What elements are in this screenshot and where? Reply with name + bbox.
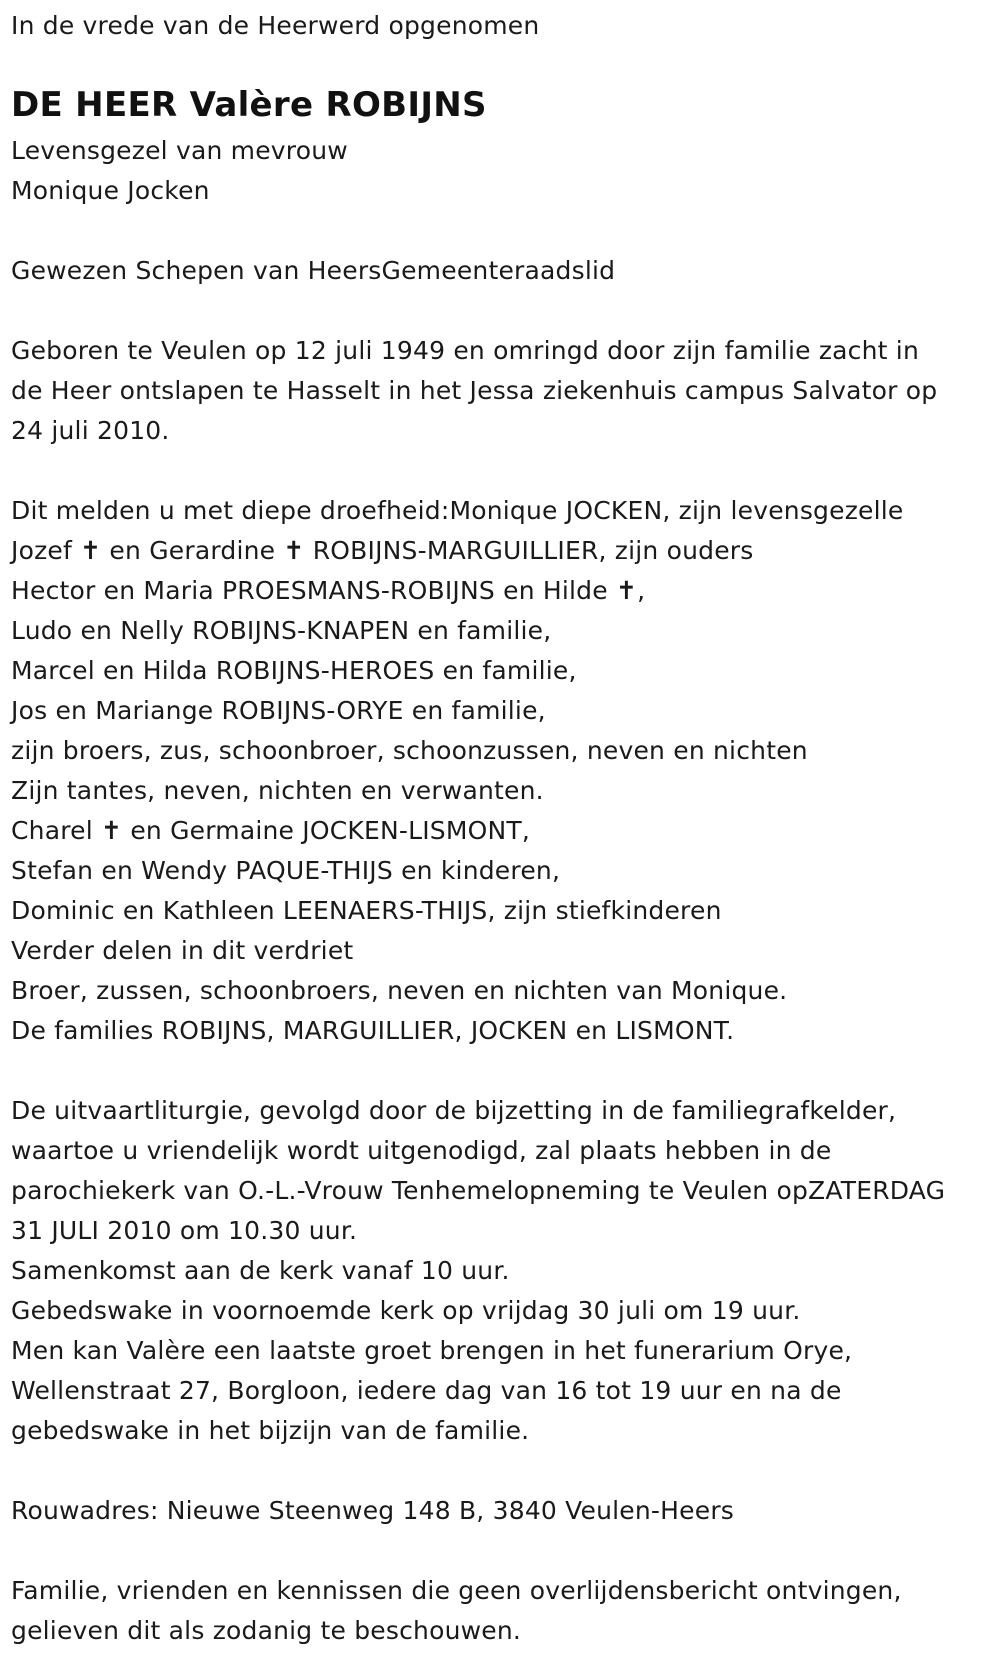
family-line-13: Broer, zussen, schoonbroers, neven en nichten van Monique. <box>11 976 788 1005</box>
family-line-11: Dominic en Kathleen LEENAERS-THIJS, zijn stiefkinderen <box>11 896 722 925</box>
family-line-3 <box>11 571 1000 611</box>
funeral-line-6: Gebedswake in voornoemde kerk op vrijdag 30 juli om 19 uur. <box>11 1296 801 1325</box>
spacer <box>11 211 1000 251</box>
family-line-8: Zijn tantes, neven, nichten en verwanten. <box>11 776 544 805</box>
family-text: Jozef <box>11 536 81 565</box>
funeral-line-7: Men kan Valère een laatste groet brengen in het funerarium Orye, <box>11 1336 853 1365</box>
funeral-line-9: gebedswake in het bijzijn van de familie. <box>11 1416 530 1445</box>
spacer <box>11 1531 1000 1571</box>
spacer <box>11 451 1000 491</box>
birth-line-2: de Heer ontslapen te Hasselt in het Jessa ziekenhuis campus Salvator op <box>11 376 938 405</box>
birth-line-3: 24 juli 2010. <box>11 416 170 445</box>
family-text: en Germaine JOCKEN-LISMONT, <box>122 816 531 845</box>
partner-line-1: Levensgezel van mevrouw <box>11 136 348 165</box>
funeral-line-5: Samenkomst aan de kerk vanaf 10 uur. <box>11 1256 510 1285</box>
closing-line-1: Familie, vrienden en kennissen die geen overlijdensbericht ontvingen, <box>11 1576 902 1605</box>
family-line-14: De families ROBIJNS, MARGUILLIER, JOCKEN en LISMONT. <box>11 1016 735 1045</box>
family-line-12: Verder delen in dit verdriet <box>11 936 354 965</box>
family-text: Charel <box>11 816 102 845</box>
funeral-line-1: De uitvaartliturgie, gevolgd door de bijzetting in de familiegrafkelder, <box>11 1096 897 1125</box>
cross-icon: ✝ <box>101 816 123 845</box>
funeral-line-3: parochiekerk van O.-L.-Vrouw Tenhemelopneming te Veulen opZATERDAG <box>11 1176 946 1205</box>
deceased-name: DE HEER Valère ROBIJNS <box>11 85 487 125</box>
family-text: , <box>637 576 646 605</box>
function-line: Gewezen Schepen van HeersGemeenteraadslid <box>11 256 616 285</box>
family-line-10: Stefan en Wendy PAQUE-THIJS en kinderen, <box>11 856 561 885</box>
family-text: ROBIJNS-MARGUILLIER, zijn ouders <box>304 536 754 565</box>
spacer <box>11 291 1000 331</box>
funeral-line-8: Wellenstraat 27, Borgloon, iedere dag van 16 tot 19 uur en na de <box>11 1376 842 1405</box>
cross-icon: ✝ <box>615 576 638 605</box>
funeral-line-2: waartoe u vriendelijk wordt uitgenodigd, zal plaats hebben in de <box>11 1136 832 1165</box>
family-line-4: Ludo en Nelly ROBIJNS-KNAPEN en familie, <box>11 616 552 645</box>
funeral-line-4: 31 JULI 2010 om 10.30 uur. <box>11 1216 358 1245</box>
family-line-6: Jos en Mariange ROBIJNS-ORYE en familie, <box>11 696 546 725</box>
intro-line: In de vrede van de Heerwerd opgenomen <box>11 11 540 40</box>
mourning-address: Rouwadres: Nieuwe Steenweg 148 B, 3840 Veulen-Heers <box>11 1496 735 1525</box>
spacer <box>11 1451 1000 1491</box>
family-text: Hector en Maria PROESMANS-ROBIJNS en Hilde <box>11 576 616 605</box>
closing-line-2: gelieven dit als zodanig te beschouwen. <box>11 1616 522 1645</box>
family-line-1: Dit melden u met diepe droefheid:Monique JOCKEN, zijn levensgezelle <box>11 496 904 525</box>
family-line-5: Marcel en Hilda ROBIJNS-HEROES en familie, <box>11 656 577 685</box>
family-text: en Gerardine <box>101 536 284 565</box>
cross-icon: ✝ <box>80 536 102 565</box>
family-line-7: zijn broers, zus, schoonbroer, schoonzussen, neven en nichten <box>11 736 808 765</box>
birth-line-1: Geboren te Veulen op 12 juli 1949 en omringd door zijn familie zacht in <box>11 336 919 365</box>
spacer <box>11 1051 1000 1091</box>
cross-icon: ✝ <box>283 536 305 565</box>
family-line-2 <box>11 531 1000 571</box>
partner-line-2: Monique Jocken <box>11 176 210 205</box>
family-line-9 <box>11 811 1000 851</box>
